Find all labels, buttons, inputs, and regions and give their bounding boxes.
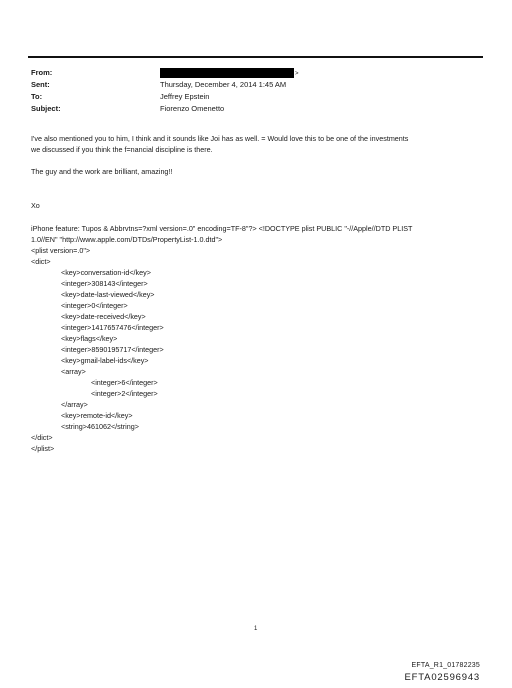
- feature-line-1: iPhone feature: Tupos & Abbrvtns=?xml version=.0" encoding=TF-8"?> <!DOCTYPE plist PUBLIC "-//Apple//DTD PLIST: [31, 224, 413, 233]
- to-row: [31, 91, 471, 103]
- redaction-box: [160, 68, 294, 78]
- plist-line: <key>remote-id</key>: [61, 411, 133, 420]
- plist-line: <key>gmail-label-ids</key>: [61, 356, 149, 365]
- email-body: [31, 133, 481, 454]
- plist-lines: [31, 245, 481, 454]
- plist-line: <key>date-last-viewed</key>: [61, 290, 155, 299]
- plist-block: [31, 223, 481, 454]
- plist-line: <integer>0</integer>: [61, 301, 128, 310]
- plist-line: <integer>2</integer>: [91, 389, 158, 398]
- bates-number-1: EFTA_R1_01782235: [411, 662, 480, 669]
- plist-line: <dict>: [31, 257, 51, 266]
- plist-line: <integer>8590195717</integer>: [61, 345, 164, 354]
- plist-line: <integer>6</integer>: [91, 378, 158, 387]
- plist-line: <integer>308143</integer>: [61, 279, 148, 288]
- from-marker: >: [295, 71, 299, 77]
- sent-label: Sent:: [31, 80, 50, 89]
- body-paragraph-2: The guy and the work are brilliant, amazing!!: [31, 167, 173, 176]
- header-divider: [28, 56, 483, 58]
- plist-line: <key>flags</key>: [61, 334, 118, 343]
- subject-row: [31, 103, 471, 115]
- bates-number-2: EFTA02596943: [404, 672, 480, 683]
- to-value: Jeffrey Epstein: [160, 92, 210, 101]
- from-value: [160, 67, 299, 79]
- to-label: To:: [31, 92, 43, 101]
- plist-line: <plist version=.0">: [31, 246, 91, 255]
- plist-line: </dict>: [31, 433, 53, 442]
- from-label: From:: [31, 68, 53, 77]
- plist-line: <string>461062</string>: [61, 422, 139, 431]
- plist-line: <array>: [61, 367, 86, 376]
- body-paragraph-1-line-2: we discussed if you think the f=nancial discipline is there.: [31, 145, 213, 154]
- plist-line: <integer>1417657476</integer>: [61, 323, 164, 332]
- plist-line: </plist>: [31, 444, 55, 453]
- body-paragraph-1-line-1: I've also mentioned you to him, I think and it sounds like Joi has as well. = Would love this to be one of the investments: [31, 134, 409, 143]
- plist-line: <key>date-received</key>: [61, 312, 146, 321]
- feature-line-2: 1.0//EN" "http://www.apple.com/DTDs/PropertyList-1.0.dtd">: [31, 235, 223, 244]
- subject-label: Subject:: [31, 104, 61, 113]
- plist-line: <key>conversation-id</key>: [61, 268, 151, 277]
- page-number: 1: [254, 626, 258, 632]
- body-paragraph-1: [31, 133, 481, 155]
- email-header: [31, 67, 471, 115]
- subject-value: Fiorenzo Omenetto: [160, 104, 225, 113]
- from-row: [31, 67, 471, 79]
- sent-row: [31, 79, 471, 91]
- sent-value: Thursday, December 4, 2014 1:45 AM: [160, 80, 287, 89]
- plist-line: </array>: [61, 400, 88, 409]
- signoff: Xo: [31, 201, 40, 210]
